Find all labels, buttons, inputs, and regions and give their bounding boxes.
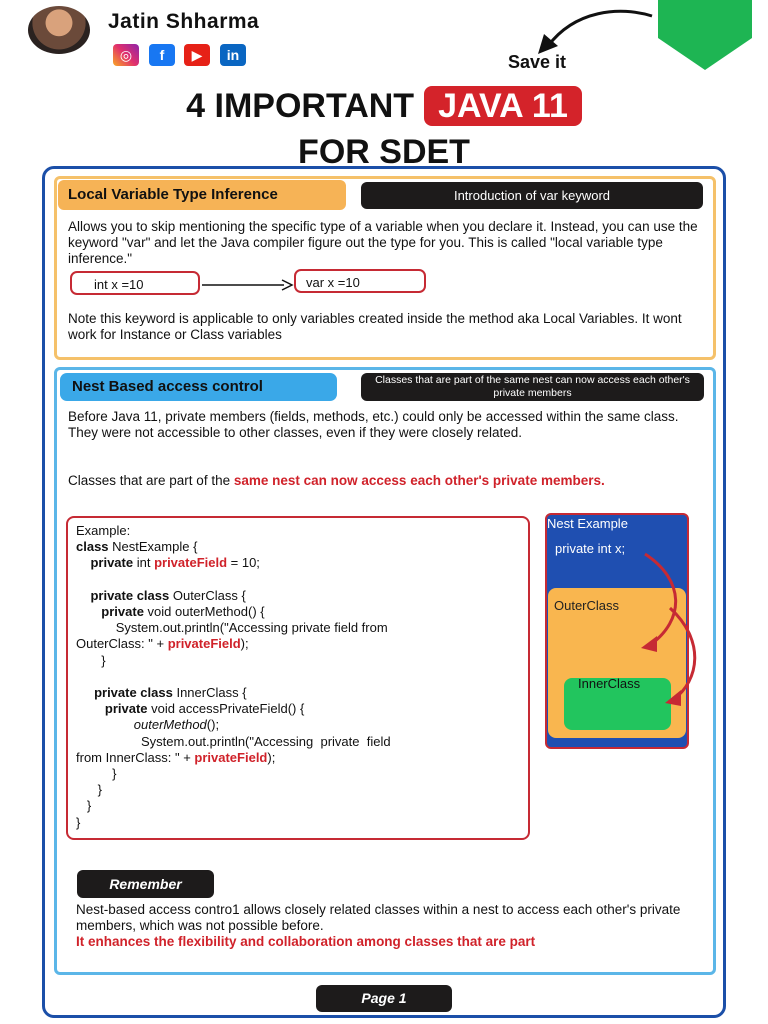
section2-tag: Classes that are part of the same nest can now access each other's private members xyxy=(361,373,704,401)
outer-class-label: OuterClass xyxy=(554,598,620,613)
save-it-label: Save it xyxy=(508,52,567,72)
linkedin-icon[interactable]: in xyxy=(220,44,246,66)
code-line: void outerMethod() { xyxy=(143,604,265,620)
code-line: System.out.println("Accessing private field xyxy=(141,733,391,749)
facebook-icon[interactable]: f xyxy=(149,44,175,66)
code-line: ); xyxy=(267,749,276,765)
right-arrow-icon xyxy=(200,276,296,292)
curved-arrow-icon xyxy=(530,6,655,58)
code-keyword: class xyxy=(76,539,109,555)
access-arrows-icon xyxy=(545,540,705,710)
code-field-ref: privateField xyxy=(167,636,241,652)
paragraph2-prefix: Classes that are part of the xyxy=(68,473,234,488)
section2-paragraph1: Before Java 11, private members (fields, methods, etc.) could only be accessed within the same class. They were not accessible to other classes, even if they were closely related. xyxy=(68,409,679,440)
code-line: (); xyxy=(206,717,220,733)
code-line: } xyxy=(101,652,106,668)
code-line: System.out.println("Accessing private field from xyxy=(115,620,388,636)
section2-heading: Nest Based access control xyxy=(60,373,337,401)
section2-paragraph2 xyxy=(68,473,708,489)
section1-paragraph1: Allows you to skip mentioning the specific type of a variable when you declare it. Instead, you can use the keyword "var" and let the Java compiler figure out the type for you. This is called "local variable type inference." xyxy=(68,219,698,266)
code-line: OuterClass { xyxy=(169,587,246,603)
code-keyword: private class xyxy=(94,685,173,701)
code-keyword: private xyxy=(101,604,144,620)
code-field-ref: privateField xyxy=(154,555,228,571)
remember-label: Remember xyxy=(77,870,214,898)
instagram-icon[interactable]: ◎ xyxy=(113,44,139,66)
code-line: = 10; xyxy=(227,555,260,571)
section1-paragraph2: Note this keyword is applicable to only variables created inside the method aka Local Variables. It wont work for Instance or Class variables xyxy=(68,311,682,342)
remember-body: Nest-based access contro1 allows closely related classes within a nest to access each other's private members, which was not possible before. xyxy=(76,902,681,933)
code-line: } xyxy=(112,766,117,782)
section1-heading: Local Variable Type Inference xyxy=(58,180,346,210)
code-line: ); xyxy=(240,636,249,652)
code-line: InnerClass { xyxy=(172,685,247,701)
author-name: Jatin Shharma xyxy=(108,10,260,33)
code-keyword: private xyxy=(104,701,148,717)
code-keyword: private class xyxy=(90,587,170,603)
code-line: int xyxy=(133,555,155,571)
remember-highlight: It enhances the flexibility and collaboration among classes that are part xyxy=(76,934,536,949)
remember-text xyxy=(76,902,706,950)
code-field-ref: privateField xyxy=(194,749,268,765)
code-before-box: int x =10 xyxy=(70,271,200,295)
code-line: NestExample { xyxy=(108,539,198,555)
paragraph2-highlight: same nest can now access each other's private members. xyxy=(233,473,605,488)
bookmark-ribbon-icon[interactable] xyxy=(658,0,752,70)
nest-diagram-field: private int x; xyxy=(555,541,626,556)
code-after-box: var x =10 xyxy=(294,269,426,293)
title-part2: FOR SDET xyxy=(298,133,470,171)
title-part1: 4 IMPORTANT xyxy=(186,87,415,125)
code-line: } xyxy=(76,814,81,830)
page-number-badge: Page 1 xyxy=(316,985,452,1012)
code-example xyxy=(76,523,391,831)
code-line: Example: xyxy=(76,523,131,538)
code-line: OuterClass: " + xyxy=(76,636,168,652)
inner-class-label: InnerClass xyxy=(578,676,641,691)
code-line: from InnerClass: " + xyxy=(76,749,195,765)
page-title xyxy=(0,86,768,172)
code-keyword: private xyxy=(90,555,134,571)
section1-tag: Introduction of var keyword xyxy=(361,182,703,209)
youtube-icon[interactable]: ▶ xyxy=(184,44,210,66)
nest-diagram-title: Nest Example xyxy=(547,516,628,531)
code-line: void accessPrivateField() { xyxy=(147,701,305,717)
title-java-badge: JAVA 11 xyxy=(424,86,582,126)
code-method-call: outerMethod xyxy=(133,717,207,733)
author-avatar xyxy=(28,6,90,54)
code-line: } xyxy=(86,798,92,814)
code-line: } xyxy=(97,782,103,798)
